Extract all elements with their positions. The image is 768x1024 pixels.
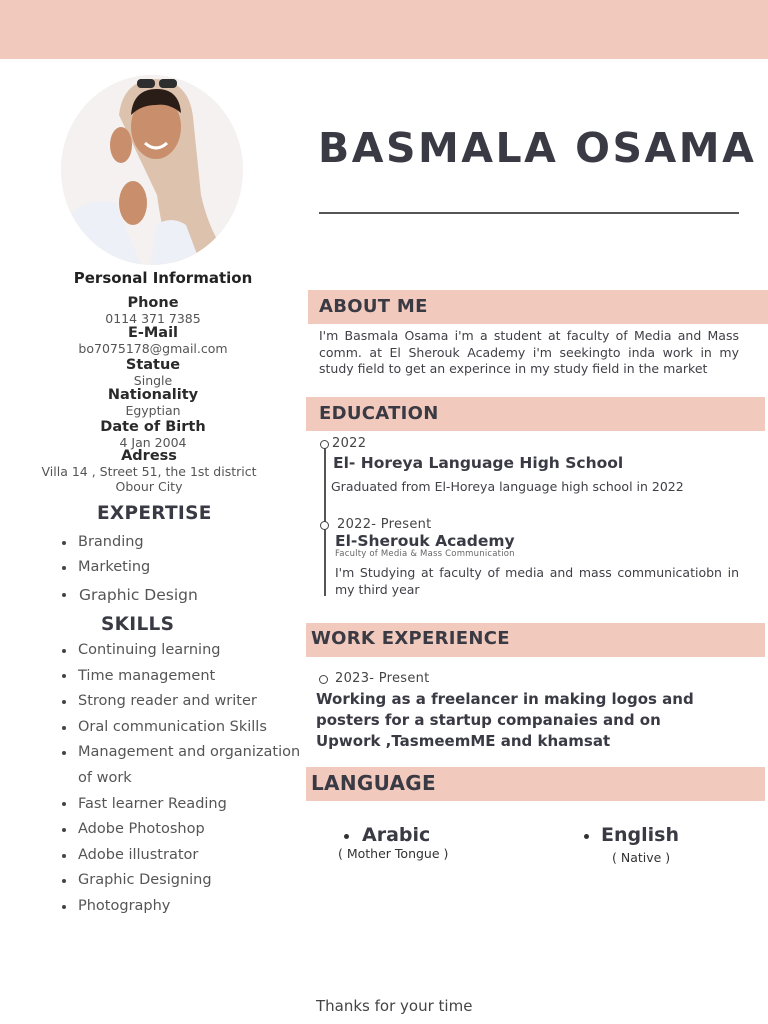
dob-label: Date of Birth — [100, 419, 206, 435]
skills-list — [62, 638, 307, 920]
work-text: Working as a freelancer in making logos and posters for a startup companaies and on Upwork ,TasmeemME and khamsat — [316, 690, 694, 750]
bullet-dot — [584, 834, 589, 839]
about-text: I'm Basmala Osama i'm a student at faculty of Media and Mass comm. at El Sherouk Academy i'm seekingto inda work in my study field to get an experince in my study field in the market — [319, 328, 739, 376]
email-value: bo7075178@gmail.com — [78, 341, 228, 356]
list-item: Adobe illustrator — [62, 843, 307, 869]
timeline-dot — [320, 521, 329, 530]
footer-thanks: Thanks for your time — [316, 997, 473, 1015]
list-item: Oral communication Skills — [62, 715, 307, 741]
language-arabic: Arabic — [362, 824, 431, 846]
edu2-title: El-Sherouk Academy — [335, 532, 515, 550]
personal-info-title: Personal Information — [73, 269, 253, 287]
list-item: Management and organization — [62, 740, 307, 766]
email-info — [20, 326, 286, 356]
edu1-text: Graduated from El-Horeya language high school in 2022 — [331, 479, 684, 494]
list-item: Graphic Designing — [62, 868, 307, 894]
top-accent-band — [0, 0, 768, 59]
education-timeline — [324, 444, 326, 596]
status-info — [20, 358, 286, 388]
list-item: Time management — [62, 664, 307, 690]
phone-value: 0114 371 7385 — [105, 311, 201, 326]
language-title: LANGUAGE — [311, 771, 436, 795]
language-english: English — [601, 824, 679, 846]
skills-title: SKILLS — [101, 614, 175, 635]
edu2-subtitle: Faculty of Media & Mass Communication — [335, 549, 515, 559]
education-title: EDUCATION — [319, 403, 439, 424]
list-item: Marketing — [62, 555, 198, 580]
list-item: Photography — [62, 894, 307, 920]
dob-value: 4 Jan 2004 — [119, 435, 187, 450]
address-city: Obour City — [115, 479, 183, 494]
list-item: Fast learner Reading — [62, 792, 307, 818]
work-year: 2023- Present — [335, 671, 430, 686]
expertise-list — [62, 530, 198, 610]
list-item: Strong reader and writer — [62, 689, 307, 715]
profile-photo — [61, 75, 243, 265]
status-value: Single — [133, 373, 173, 388]
nationality-info — [20, 388, 286, 418]
edu2-text: I'm Studying at faculty of media and mass communicatiobn in my third year — [335, 565, 739, 597]
nationality-value: Egyptian — [125, 403, 181, 418]
edu1-year: 2022 — [332, 436, 367, 451]
status-label: Statue — [125, 357, 181, 373]
language-english-note: ( Native ) — [612, 850, 671, 865]
address-info — [24, 449, 274, 494]
dob-info — [20, 420, 286, 450]
page-title: BASMALA OSAMA — [318, 124, 757, 172]
expertise-title: EXPERTISE — [97, 503, 212, 524]
list-item-continuation: of work — [78, 769, 132, 786]
timeline-dot — [319, 675, 328, 684]
work-title: WORK EXPERIENCE — [311, 628, 510, 649]
title-divider — [319, 212, 739, 214]
list-item: Adobe Photoshop — [62, 817, 307, 843]
edu1-title: El- Horeya Language High School — [333, 454, 624, 472]
list-item: Graphic Design — [62, 580, 198, 610]
email-label: E-Mail — [127, 325, 179, 341]
nationality-label: Nationality — [107, 387, 199, 403]
list-item: Branding — [62, 530, 198, 555]
edu2-year: 2022- Present — [337, 517, 432, 532]
timeline-dot — [320, 440, 329, 449]
bullet-dot — [344, 834, 349, 839]
list-item: Continuing learning — [62, 638, 307, 664]
phone-label: Phone — [127, 295, 179, 311]
language-arabic-note: ( Mother Tongue ) — [338, 846, 449, 861]
address-label: Adress — [121, 448, 177, 464]
about-title: ABOUT ME — [319, 296, 428, 317]
address-value: Villa 14 , Street 51, the 1st district — [41, 464, 257, 479]
phone-info — [20, 296, 286, 326]
